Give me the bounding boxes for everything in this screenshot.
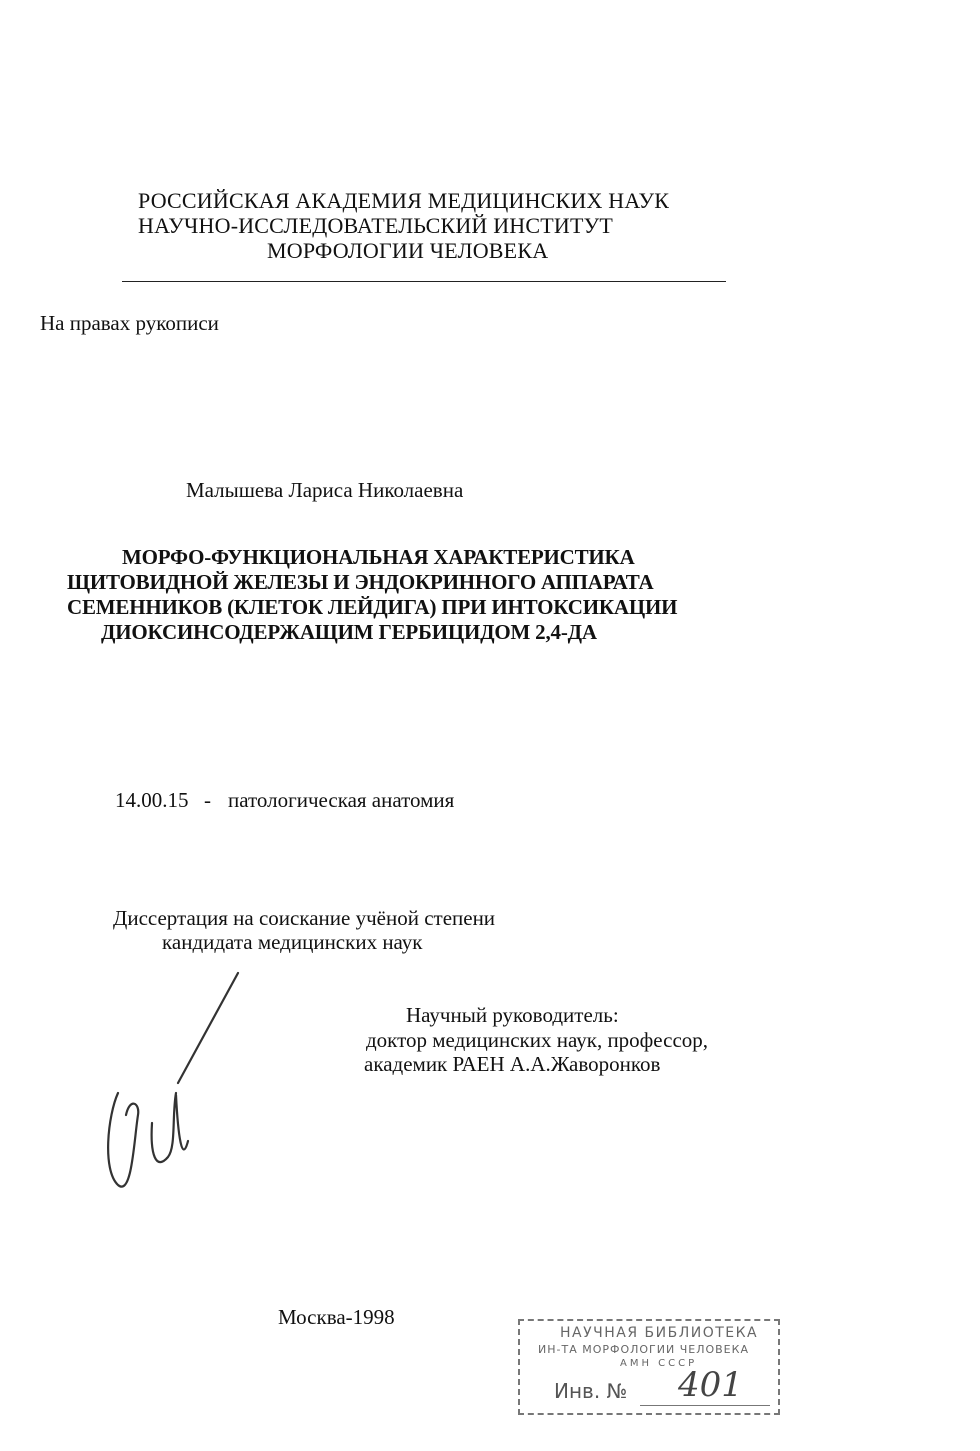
specialty-code: 14.00.15 xyxy=(115,788,189,812)
degree-line-1: Диссертация на соискание учёной степени xyxy=(113,906,496,930)
library-stamp xyxy=(518,1319,780,1415)
header-divider xyxy=(122,281,726,282)
stamp-inventory-underline xyxy=(640,1405,770,1406)
stamp-line-1: НАУЧНАЯ БИБЛИОТЕКА xyxy=(560,1325,759,1341)
degree-line-2: кандидата медицинских наук xyxy=(162,930,423,954)
header-line-1: РОССИЙСКАЯ АКАДЕМИЯ МЕДИЦИНСКИХ НАУК xyxy=(138,188,670,213)
stamp-inventory-label: Инв. № xyxy=(554,1379,628,1403)
header-line-2: НАУЧНО-ИССЛЕДОВАТЕЛЬСКИЙ ИНСТИТУТ xyxy=(138,213,614,238)
specialty-separator: - xyxy=(204,788,211,812)
header-line-3: МОРФОЛОГИИ ЧЕЛОВЕКА xyxy=(267,238,549,263)
stamp-line-2: ИН-ТА МОРФОЛОГИИ ЧЕЛОВЕКА xyxy=(538,1343,749,1356)
title-line-3: СЕМЕННИКОВ (КЛЕТОК ЛЕЙДИГА) ПРИ ИНТОКСИКАЦИИ xyxy=(67,595,678,619)
stamp-inventory-number: 401 xyxy=(678,1365,743,1405)
title-line-4: ДИОКСИНСОДЕРЖАЩИМ ГЕРБИЦИДОМ 2,4-ДА xyxy=(101,620,597,644)
supervisor-line-1: доктор медицинских наук, профессор, xyxy=(366,1028,709,1052)
city-year: Москва-1998 xyxy=(278,1305,395,1329)
signature-icon xyxy=(90,965,250,1205)
author-name: Малышева Лариса Николаевна xyxy=(186,478,464,502)
title-line-2: ЩИТОВИДНОЙ ЖЕЛЕЗЫ И ЭНДОКРИННОГО АППАРАТА xyxy=(67,570,654,594)
stamp-line-3: АМН СССР xyxy=(620,1358,698,1369)
supervisor-line-2: академик РАЕН А.А.Жаворонков xyxy=(364,1052,661,1076)
supervisor-label: Научный руководитель: xyxy=(406,1003,619,1027)
title-line-1: МОРФО-ФУНКЦИОНАЛЬНАЯ ХАРАКТЕРИСТИКА xyxy=(122,545,635,569)
specialty-name: патологическая анатомия xyxy=(228,788,455,812)
rights-notice: На правах рукописи xyxy=(40,311,219,335)
